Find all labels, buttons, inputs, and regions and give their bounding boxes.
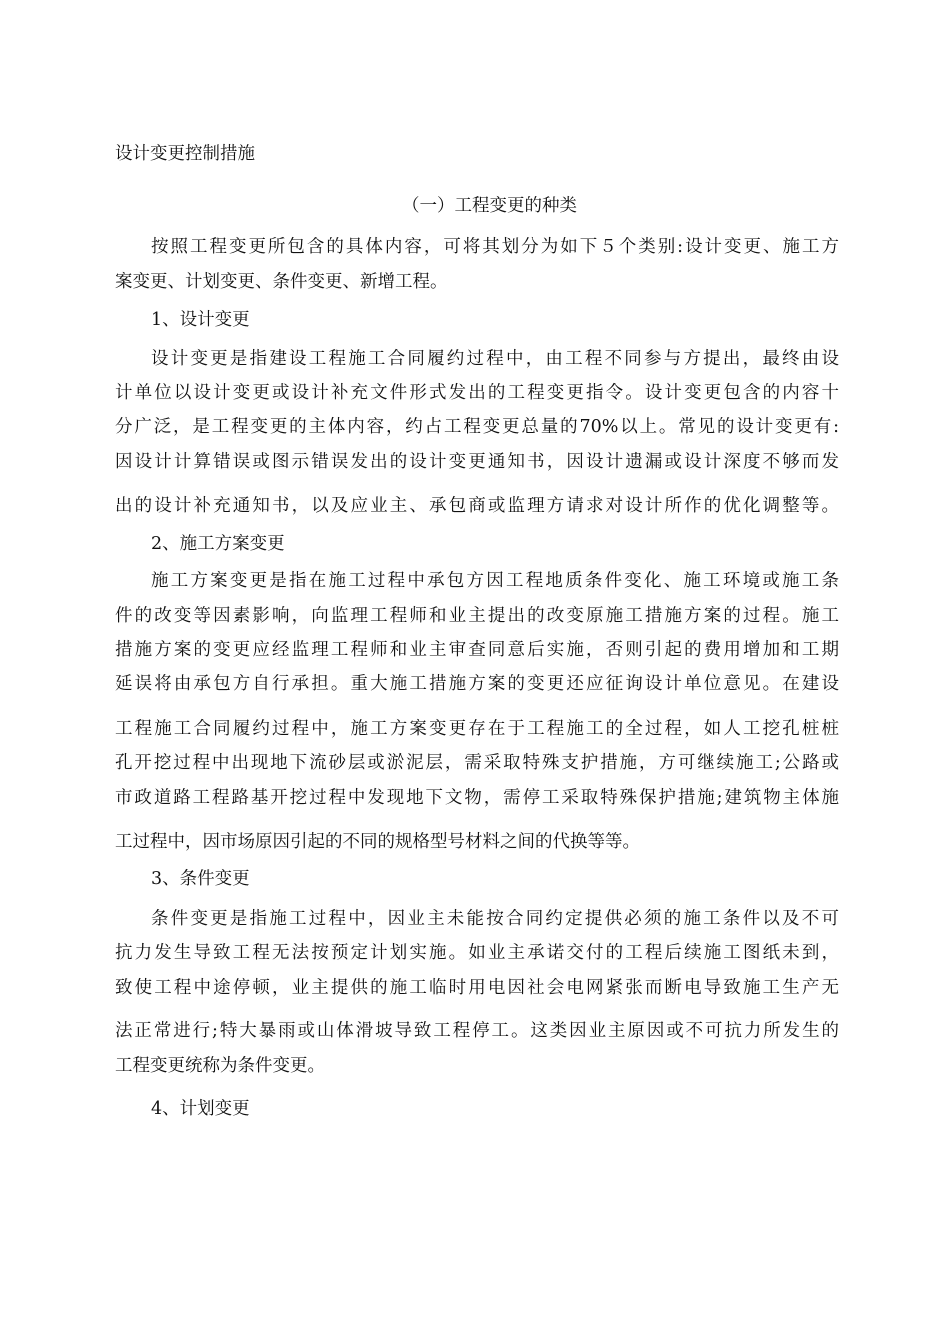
intro-line: 按照工程变更所包含的具体内容，可将其划分为如下５个类别:设计变更、施工方: [151, 237, 839, 257]
paragraph-line: 工程施工合同履约过程中，施工方案变更存在于工程施工的全过程，如人工挖孔桩桩: [115, 719, 839, 739]
intro-line: 案变更、计划变更、条件变更、新增工程。: [115, 272, 448, 292]
item-heading: 2、施工方案变更: [151, 534, 285, 554]
paragraph-line: 施工方案变更是指在施工过程中承包方因工程地质条件变化、施工环境或施工条: [151, 571, 839, 591]
paragraph-line: 出的设计补充通知书，以及应业主、承包商或监理方请求对设计所作的优化调整等。: [115, 496, 839, 516]
paragraph-line: 件的改变等因素影响，向监理工程师和业主提出的改变原施工措施方案的过程。施工: [115, 606, 839, 626]
paragraph-line: 延误将由承包方自行承担。重大施工措施方案的变更还应征询设计单位意见。在建设: [115, 674, 839, 694]
paragraph-line: 因设计计算错误或图示错误发出的设计变更通知书，因设计遗漏或设计深度不够而发: [115, 452, 839, 472]
section-title: （一）工程变更的种类: [402, 196, 577, 216]
paragraph-line: 措施方案的变更应经监理工程师和业主审查同意后实施，否则引起的费用增加和工期: [115, 640, 839, 660]
paragraph-line: 分广泛，是工程变更的主体内容，约占工程变更总量的70%以上。常见的设计变更有:: [115, 417, 839, 437]
item-heading: 4、计划变更: [151, 1099, 250, 1119]
paragraph-line: 法正常进行;特大暴雨或山体滑坡导致工程停工。这类因业主原因或不可抗力所发生的: [115, 1021, 839, 1041]
document-title: 设计变更控制措施: [115, 144, 255, 164]
paragraph-line: 条件变更是指施工过程中，因业主未能按合同约定提供必须的施工条件以及不可: [151, 909, 839, 929]
paragraph-line: 计单位以设计变更或设计补充文件形式发出的工程变更指令。设计变更包含的内容十: [115, 383, 839, 403]
paragraph-line: 设计变更是指建设工程施工合同履约过程中，由工程不同参与方提出，最终由设: [151, 349, 839, 369]
paragraph-line: 孔开挖过程中出现地下流砂层或淤泥层，需采取特殊支护措施，方可继续施工;公路或: [115, 753, 839, 773]
paragraph-line: 抗力发生导致工程无法按预定计划实施。如业主承诺交付的工程后续施工图纸未到，: [115, 943, 839, 963]
paragraph-line: 工过程中，因市场原因引起的不同的规格型号材料之间的代换等等。: [115, 832, 640, 852]
paragraph-line: 致使工程中途停顿，业主提供的施工临时用电因社会电网紧张而断电导致施工生产无: [115, 978, 839, 998]
paragraph-line: 工程变更统称为条件变更。: [115, 1056, 325, 1076]
item-heading: 1、设计变更: [151, 310, 250, 330]
item-heading: 3、条件变更: [151, 869, 250, 889]
paragraph-line: 市政道路工程路基开挖过程中发现地下文物，需停工采取特殊保护措施;建筑物主体施: [115, 788, 839, 808]
